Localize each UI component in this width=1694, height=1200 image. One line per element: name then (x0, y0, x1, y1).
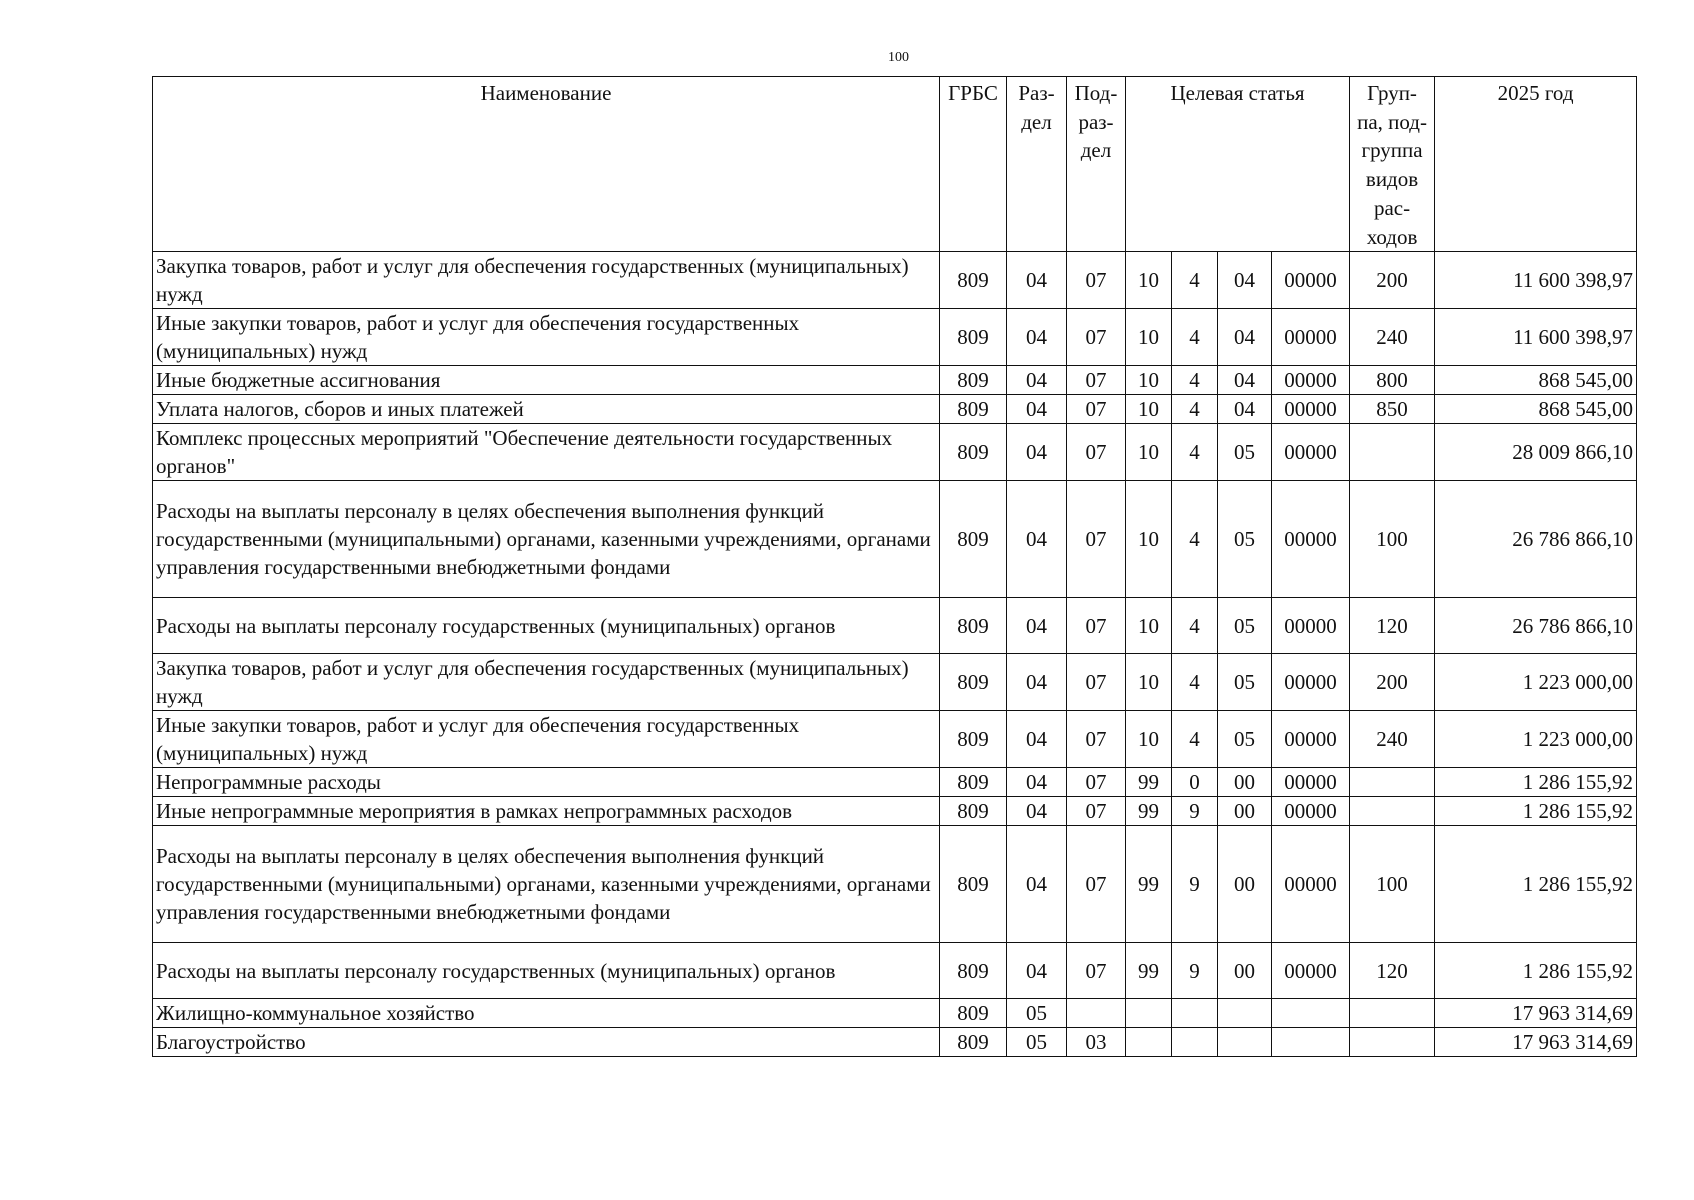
row-razdel: 05 (1007, 999, 1067, 1028)
row-target-direction: 00000 (1272, 797, 1350, 826)
row-amount: 17 963 314,69 (1435, 999, 1637, 1028)
row-target-program: 99 (1126, 768, 1172, 797)
row-amount: 11 600 398,97 (1435, 252, 1637, 309)
row-expense-group: 120 (1350, 943, 1435, 999)
row-razdel: 05 (1007, 1028, 1067, 1057)
row-target-direction: 00000 (1272, 598, 1350, 654)
header-group: Груп- па, под- группа видов рас- ходов (1350, 77, 1435, 252)
header-podrazdel: Под- раз- дел (1067, 77, 1126, 252)
row-target-element (1218, 1028, 1272, 1057)
row-target-type: 4 (1172, 252, 1218, 309)
row-target-element: 04 (1218, 309, 1272, 366)
row-razdel: 04 (1007, 252, 1067, 309)
row-name: Уплата налогов, сборов и иных платежей (153, 395, 940, 424)
row-expense-group: 200 (1350, 252, 1435, 309)
row-grbs: 809 (940, 309, 1007, 366)
row-grbs: 809 (940, 366, 1007, 395)
row-target-direction: 00000 (1272, 768, 1350, 797)
table-row (153, 395, 1637, 424)
row-podrazdel: 07 (1067, 395, 1126, 424)
row-target-direction: 00000 (1272, 481, 1350, 598)
row-target-direction (1272, 1028, 1350, 1057)
row-expense-group: 240 (1350, 711, 1435, 768)
row-podrazdel: 07 (1067, 252, 1126, 309)
row-target-element: 04 (1218, 366, 1272, 395)
header-row (153, 77, 1637, 252)
row-name: Непрограммные расходы (153, 768, 940, 797)
table-row (153, 481, 1637, 598)
row-target-program: 10 (1126, 481, 1172, 598)
row-razdel: 04 (1007, 711, 1067, 768)
row-razdel: 04 (1007, 395, 1067, 424)
row-expense-group: 120 (1350, 598, 1435, 654)
row-target-type: 9 (1172, 943, 1218, 999)
row-amount: 26 786 866,10 (1435, 481, 1637, 598)
row-name: Закупка товаров, работ и услуг для обеспечения государственных (муниципальных) нужд (153, 252, 940, 309)
header-grbs: ГРБС (940, 77, 1007, 252)
row-expense-group (1350, 797, 1435, 826)
row-grbs: 809 (940, 797, 1007, 826)
row-podrazdel: 07 (1067, 826, 1126, 943)
header-target: Целевая статья (1126, 77, 1350, 252)
row-target-program: 10 (1126, 598, 1172, 654)
row-name: Расходы на выплаты персоналу государственных (муниципальных) органов (153, 598, 940, 654)
row-name: Иные закупки товаров, работ и услуг для обеспечения государственных (муниципальных) нужд (153, 309, 940, 366)
row-target-type (1172, 999, 1218, 1028)
row-target-type (1172, 1028, 1218, 1057)
row-amount: 1 286 155,92 (1435, 797, 1637, 826)
row-podrazdel: 07 (1067, 711, 1126, 768)
row-grbs: 809 (940, 826, 1007, 943)
row-razdel: 04 (1007, 943, 1067, 999)
row-target-program: 10 (1126, 424, 1172, 481)
row-grbs: 809 (940, 395, 1007, 424)
row-razdel: 04 (1007, 797, 1067, 826)
table-row (153, 424, 1637, 481)
row-expense-group: 200 (1350, 654, 1435, 711)
row-target-element: 04 (1218, 395, 1272, 424)
table-row (153, 598, 1637, 654)
row-target-element: 05 (1218, 598, 1272, 654)
header-name: Наименование (153, 77, 940, 252)
row-target-program: 10 (1126, 395, 1172, 424)
row-name: Жилищно-коммунальное хозяйство (153, 999, 940, 1028)
table-row (153, 768, 1637, 797)
budget-table (152, 76, 1637, 1057)
row-razdel: 04 (1007, 826, 1067, 943)
row-grbs: 809 (940, 1028, 1007, 1057)
row-podrazdel: 07 (1067, 309, 1126, 366)
row-target-type: 0 (1172, 768, 1218, 797)
row-target-element: 00 (1218, 826, 1272, 943)
row-target-direction: 00000 (1272, 826, 1350, 943)
row-amount: 1 286 155,92 (1435, 943, 1637, 999)
row-target-direction: 00000 (1272, 943, 1350, 999)
row-target-program: 10 (1126, 711, 1172, 768)
row-expense-group: 100 (1350, 481, 1435, 598)
row-expense-group (1350, 999, 1435, 1028)
row-expense-group: 100 (1350, 826, 1435, 943)
row-target-direction: 00000 (1272, 309, 1350, 366)
row-target-direction: 00000 (1272, 366, 1350, 395)
header-razdel: Раз- дел (1007, 77, 1067, 252)
table-row (153, 1028, 1637, 1057)
row-amount: 1 223 000,00 (1435, 711, 1637, 768)
row-target-element: 00 (1218, 943, 1272, 999)
table-row (153, 654, 1637, 711)
row-name: Комплекс процессных мероприятий "Обеспечение деятельности государственных органов" (153, 424, 940, 481)
row-podrazdel: 07 (1067, 797, 1126, 826)
row-amount: 28 009 866,10 (1435, 424, 1637, 481)
table-row (153, 826, 1637, 943)
row-target-type: 4 (1172, 424, 1218, 481)
row-target-program: 10 (1126, 309, 1172, 366)
row-podrazdel: 07 (1067, 598, 1126, 654)
row-razdel: 04 (1007, 768, 1067, 797)
row-target-type: 4 (1172, 654, 1218, 711)
row-target-element: 04 (1218, 252, 1272, 309)
row-target-type: 4 (1172, 309, 1218, 366)
row-podrazdel: 03 (1067, 1028, 1126, 1057)
row-target-element: 05 (1218, 481, 1272, 598)
row-target-type: 4 (1172, 366, 1218, 395)
row-expense-group: 850 (1350, 395, 1435, 424)
row-podrazdel: 07 (1067, 366, 1126, 395)
row-grbs: 809 (940, 598, 1007, 654)
row-target-direction: 00000 (1272, 395, 1350, 424)
row-podrazdel (1067, 999, 1126, 1028)
table-row (153, 309, 1637, 366)
row-grbs: 809 (940, 654, 1007, 711)
table-row (153, 943, 1637, 999)
row-name: Иные закупки товаров, работ и услуг для обеспечения государственных (муниципальных) нужд (153, 711, 940, 768)
row-expense-group (1350, 768, 1435, 797)
row-target-direction (1272, 999, 1350, 1028)
row-target-element (1218, 999, 1272, 1028)
row-target-element: 00 (1218, 768, 1272, 797)
row-target-program (1126, 1028, 1172, 1057)
row-podrazdel: 07 (1067, 654, 1126, 711)
row-amount: 1 223 000,00 (1435, 654, 1637, 711)
row-target-program: 10 (1126, 654, 1172, 711)
row-target-direction: 00000 (1272, 424, 1350, 481)
row-target-program: 10 (1126, 366, 1172, 395)
row-amount: 1 286 155,92 (1435, 768, 1637, 797)
row-grbs: 809 (940, 711, 1007, 768)
row-target-element: 05 (1218, 711, 1272, 768)
row-podrazdel: 07 (1067, 481, 1126, 598)
table-row (153, 711, 1637, 768)
table-row (153, 366, 1637, 395)
row-target-direction: 00000 (1272, 252, 1350, 309)
row-name: Иные бюджетные ассигнования (153, 366, 940, 395)
row-podrazdel: 07 (1067, 943, 1126, 999)
row-target-program: 99 (1126, 826, 1172, 943)
row-razdel: 04 (1007, 598, 1067, 654)
row-target-type: 4 (1172, 711, 1218, 768)
row-grbs: 809 (940, 481, 1007, 598)
row-target-program: 99 (1126, 943, 1172, 999)
row-target-program (1126, 999, 1172, 1028)
row-amount: 26 786 866,10 (1435, 598, 1637, 654)
row-expense-group: 800 (1350, 366, 1435, 395)
row-expense-group (1350, 424, 1435, 481)
row-target-element: 00 (1218, 797, 1272, 826)
row-name: Иные непрограммные мероприятия в рамках непрограммных расходов (153, 797, 940, 826)
page-number: 100 (888, 50, 909, 65)
row-grbs: 809 (940, 252, 1007, 309)
row-target-direction: 00000 (1272, 711, 1350, 768)
row-target-program: 10 (1126, 252, 1172, 309)
header-year: 2025 год (1435, 77, 1637, 252)
row-target-type: 4 (1172, 481, 1218, 598)
row-target-element: 05 (1218, 424, 1272, 481)
table-row (153, 999, 1637, 1028)
row-amount: 11 600 398,97 (1435, 309, 1637, 366)
row-razdel: 04 (1007, 654, 1067, 711)
row-target-element: 05 (1218, 654, 1272, 711)
row-expense-group (1350, 1028, 1435, 1057)
row-expense-group: 240 (1350, 309, 1435, 366)
row-podrazdel: 07 (1067, 768, 1126, 797)
row-amount: 868 545,00 (1435, 366, 1637, 395)
table-row (153, 797, 1637, 826)
row-podrazdel: 07 (1067, 424, 1126, 481)
row-razdel: 04 (1007, 366, 1067, 395)
row-target-program: 99 (1126, 797, 1172, 826)
row-razdel: 04 (1007, 309, 1067, 366)
row-amount: 1 286 155,92 (1435, 826, 1637, 943)
row-razdel: 04 (1007, 481, 1067, 598)
row-name: Расходы на выплаты персоналу государственных (муниципальных) органов (153, 943, 940, 999)
row-grbs: 809 (940, 424, 1007, 481)
row-razdel: 04 (1007, 424, 1067, 481)
row-grbs: 809 (940, 768, 1007, 797)
table-body (153, 252, 1637, 1057)
table-row (153, 252, 1637, 309)
row-amount: 17 963 314,69 (1435, 1028, 1637, 1057)
row-amount: 868 545,00 (1435, 395, 1637, 424)
row-name: Расходы на выплаты персоналу в целях обеспечения выполнения функций государственными (муниципальными) органами, казенными учреждениями, органами управления государственными внебюджетными фондами (153, 826, 940, 943)
row-target-type: 4 (1172, 598, 1218, 654)
row-target-type: 4 (1172, 395, 1218, 424)
row-grbs: 809 (940, 999, 1007, 1028)
row-name: Расходы на выплаты персоналу в целях обеспечения выполнения функций государственными (муниципальными) органами, казенными учреждениями, органами управления государственными внебюджетными фондами (153, 481, 940, 598)
row-target-type: 9 (1172, 826, 1218, 943)
row-name: Благоустройство (153, 1028, 940, 1057)
row-target-direction: 00000 (1272, 654, 1350, 711)
row-name: Закупка товаров, работ и услуг для обеспечения государственных (муниципальных) нужд (153, 654, 940, 711)
row-target-type: 9 (1172, 797, 1218, 826)
row-grbs: 809 (940, 943, 1007, 999)
